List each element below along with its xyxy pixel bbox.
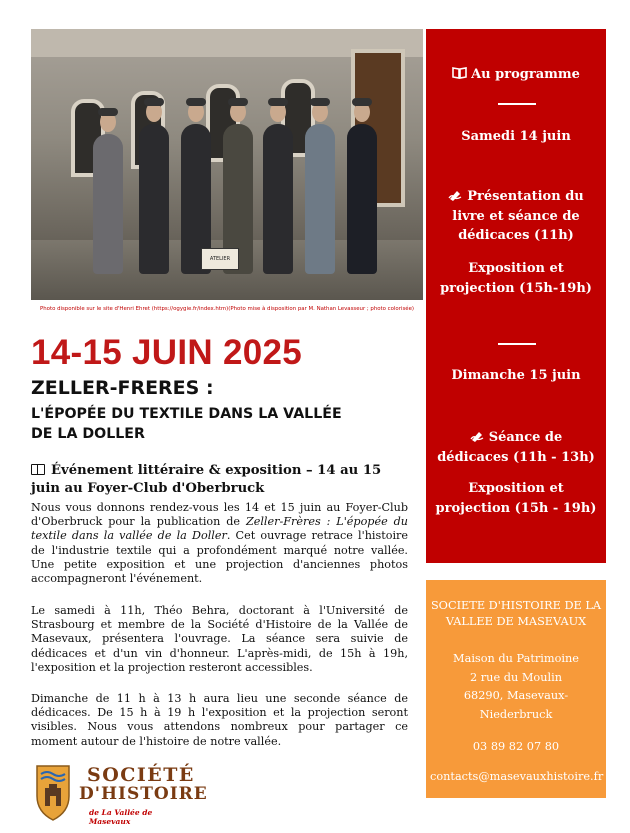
book-open-icon — [452, 66, 467, 79]
photo-worker — [263, 124, 293, 274]
day2-heading: Dimanche 15 juin — [451, 368, 581, 383]
address-line: 68290, Masevaux- — [463, 689, 569, 702]
photo-plaque-text: ATELIER — [209, 256, 231, 262]
logo-line3: de La Vallée de Masevaux — [89, 808, 153, 826]
body-paragraph: Dimanche de 11 h à 13 h aura lieu une seconde séance de dédicaces. De 15 h à 19 h l'exposition et la projection seront visibles. Nous vous attendons nombreux pour partager ce moment autour de l'histoire de notre vallée. — [31, 692, 408, 748]
event-heading — [31, 462, 423, 498]
photo-worker — [347, 124, 377, 274]
address-line: Niederbruck — [479, 708, 553, 721]
body-paragraph — [31, 501, 408, 586]
logo-line1: SOCIÉTÉ — [87, 764, 195, 786]
body-paragraph: Le samedi à 11h, Théo Behra, doctorant à l'Université de Strasbourg et membre de la Société d'Histoire de la Vallée de Masevaux, présentera l'ouvrage. La séance sera suivie de dédicaces et d'un vin d'honneur. L'après-midi, de 15h à 19h, l'exposition et la projection resteront accessibles. — [31, 604, 408, 674]
phone-number: 03 89 82 07 80 — [472, 740, 560, 753]
society-logo — [35, 762, 208, 826]
day1-item2: Exposition et projection (15h-19h) — [440, 261, 592, 296]
event-heading-line: juin au Foyer-Club d'Oberbruck — [31, 481, 265, 496]
programme-title — [434, 65, 598, 85]
org-name-line: VALLEE DE MASEVAUX — [445, 615, 587, 628]
photo-worker — [93, 134, 123, 274]
day1-heading: Samedi 14 juin — [461, 129, 571, 144]
programme-title-text: Au programme — [471, 67, 580, 82]
address-line: Maison du Patrimoine — [453, 652, 579, 665]
day1-item1 — [434, 187, 598, 246]
photo-worker — [305, 124, 335, 274]
programme-panel — [426, 29, 606, 563]
photo-worker — [139, 124, 169, 274]
separator — [498, 103, 536, 105]
day2-item2: Exposition et projection (15h - 19h) — [435, 481, 597, 516]
separator — [498, 343, 536, 345]
signature-icon — [448, 188, 463, 201]
historic-photo — [31, 29, 423, 300]
email-link[interactable]: contacts@masevauxhistoire.fr — [430, 770, 604, 783]
day2-item1-text: Séance de dédicaces (11h - 13h) — [437, 430, 595, 465]
main-title: ZELLER-FRERES : — [31, 377, 214, 399]
photo-plaque — [201, 248, 239, 270]
book-title-italic: Zeller-Frères : L'épopée du textile dans la vallée de la Doller — [31, 515, 408, 543]
subtitle-line: DE LA DOLLER — [31, 426, 145, 442]
photo-caption: Photo disponible sur le site d'Henri Ehret (https://ogygie.fr/index.htm)(Photo mise à disposition par M. Nathan Levasseur ; photo colorisée) — [39, 306, 414, 312]
org-name-line: SOCIETE D'HISTOIRE DE LA — [430, 599, 602, 612]
event-heading-line: Événement littéraire & exposition – 14 au 15 — [51, 463, 382, 478]
signature-icon — [470, 429, 485, 442]
subtitle — [31, 404, 421, 444]
logo-line2: D'HISTOIRE — [79, 784, 208, 804]
subtitle-line: L'ÉPOPÉE DU TEXTILE DANS LA VALLÉE — [31, 406, 342, 422]
day2-item1 — [434, 428, 598, 467]
book-icon — [31, 464, 45, 475]
day1-item1-text: Présentation du livre et séance de dédicaces (11h) — [452, 189, 584, 243]
address-line: 2 rue du Moulin — [470, 671, 562, 684]
body-text: Nous vous donnons rendez-vous les 14 et 15 juin au Foyer-Club d'Oberbruck pour la publication de — [31, 501, 408, 529]
body-text: . Cet ouvrage retrace l'histoire de l'industrie textile qui a profondément marqué notre vallée. Une petite exposition et une projection d'anciennes photos accompagneront l'événement. — [31, 529, 409, 586]
contact-panel — [426, 580, 606, 798]
event-date-title: 14-15 JUIN 2025 — [31, 333, 303, 372]
